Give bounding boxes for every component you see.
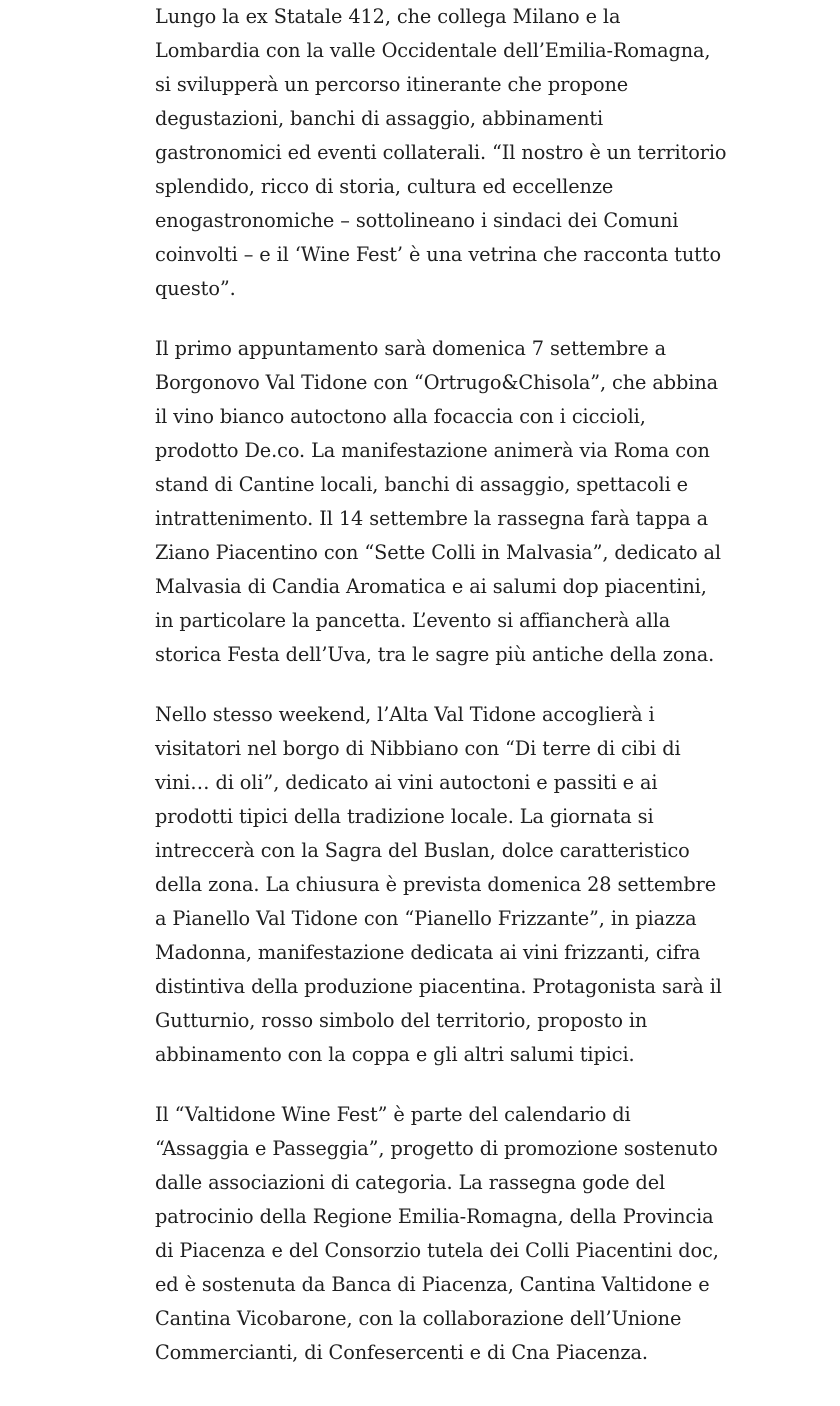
article-body [155, 0, 727, 1396]
article-paragraph-1: Lungo la ex Statale 412, che collega Milano e la Lombardia con la valle Occidentale dell’Emilia-Romagna, si svilupperà un percorso itinerante che propone degustazioni, banchi di assaggio, abbinamenti gastronomici ed eventi collaterali. “Il nostro è un territorio splendido, ricco di storia, cultura ed eccellenze enogastronomiche – sottolineano i sindaci dei Comuni coinvolti – e il ‘Wine Fest’ è una vetrina che racconta tutto questo”. [155, 5, 727, 300]
article-paragraph-4: Il “Valtidone Wine Fest” è parte del calendario di “Assaggia e Passeggia”, progetto di promozione sostenuto dalle associazioni di categoria. La rassegna gode del patrocinio della Regione Emilia-Romagna, della Provincia di Piacenza e del Consorzio tutela dei Colli Piacentini doc, ed è sostenuta da Banca di Piacenza, Cantina Valtidone e Cantina Vicobarone, con la collaborazione dell’Unione Commercianti, di Confesercenti e di Cna Piacenza. [155, 1103, 719, 1364]
article-paragraph-2: Il primo appuntamento sarà domenica 7 settembre a Borgonovo Val Tidone con “Ortrugo&Chisola”, che abbina il vino bianco autoctono alla focaccia con i ciccioli, prodotto De.co. La manifestazione animerà via Roma con stand di Cantine locali, banchi di assaggio, spettacoli e intrattenimento. Il 14 settembre la rassegna farà tappa a Ziano Piacentino con “Sette Colli in Malvasia”, dedicato al Malvasia di Candia Aromatica e ai salumi dop piacentini, in particolare la pancetta. L’evento si affiancherà alla storica Festa dell’Uva, tra le sagre più antiche della zona. [155, 337, 721, 666]
article-paragraph-3: Nello stesso weekend, l’Alta Val Tidone accoglierà i visitatori nel borgo di Nibbiano con “Di terre di cibi di vini… di oli”, dedicato ai vini autoctoni e passiti e ai prodotti tipici della tradizione locale. La giornata si intreccerà con la Sagra del Buslan, dolce caratteristico della zona. La chiusura è prevista domenica 28 settembre a Pianello Val Tidone con “Pianello Frizzante”, in piazza Madonna, manifestazione dedicata ai vini frizzanti, cifra distintiva della produzione piacentina. Protagonista sarà il Gutturnio, rosso simbolo del territorio, proposto in abbinamento con la coppa e gli altri salumi tipici. [155, 703, 722, 1066]
